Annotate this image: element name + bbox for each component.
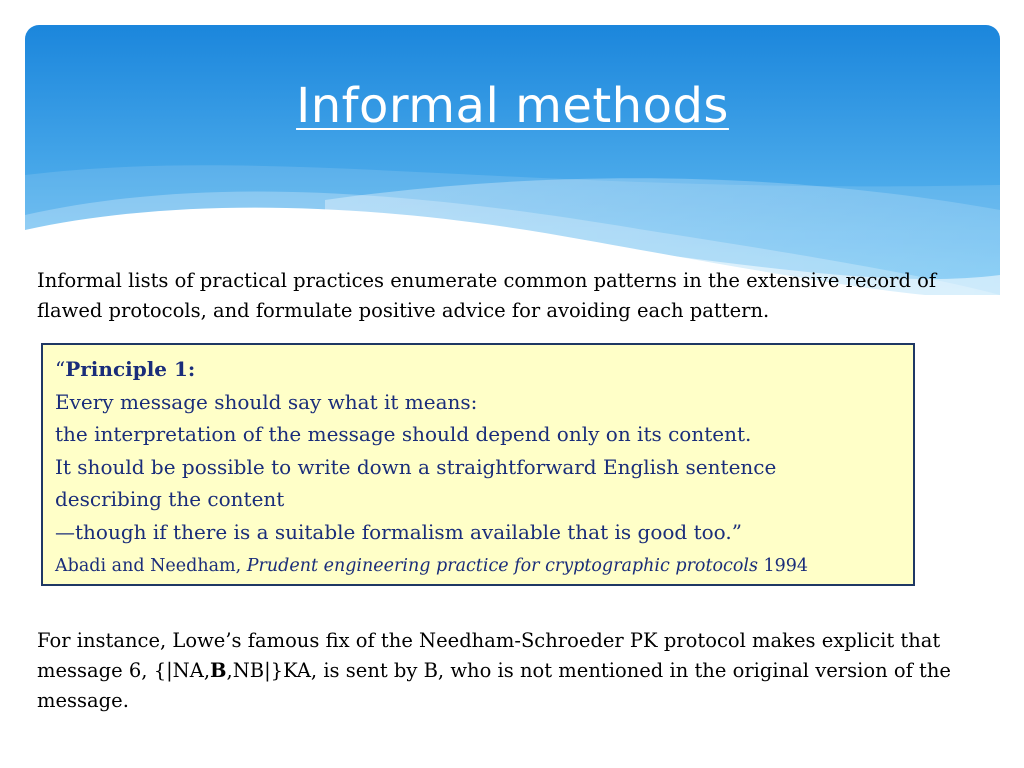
citation-year: 1994	[757, 556, 809, 576]
quote-open-mark: “	[55, 357, 66, 381]
quote-line-1: Every message should say what it means:	[55, 389, 478, 414]
quote-line-5: —though if there is a suitable formalism available that is good too.”	[55, 519, 742, 544]
citation	[55, 552, 901, 580]
slide-title: Informal methods	[296, 78, 729, 134]
quote-line-3: It should be possible to write down a straightforward English sentence	[55, 454, 777, 479]
intro-paragraph: Informal lists of practical practices enumerate common patterns in the extensive record of flawed protocols, and formulate positive advice for avoiding each pattern.	[37, 269, 937, 322]
outro-text-before: For instance, Lowe’s famous fix of the Needham-Schroeder PK protocol makes explicit that message 6, {|NA,	[37, 629, 941, 682]
quote-line-4: describing the content	[55, 487, 285, 511]
outro-text-after: ,NB|}KA, is sent by B, who is not mentioned in the original version of the message.	[37, 659, 951, 712]
quote-line-2: the interpretation of the message should depend only on its content.	[55, 422, 752, 446]
wave-background	[25, 25, 1000, 295]
quote-heading-line	[55, 353, 901, 386]
header-banner	[25, 25, 1000, 295]
principle-quote-box	[41, 343, 915, 586]
outro-paragraph	[37, 626, 997, 716]
quote-heading: Principle 1:	[65, 357, 196, 381]
outro-bold-b: B	[210, 659, 227, 682]
citation-authors: Abadi and Needham,	[55, 556, 247, 576]
citation-work: Prudent engineering practice for cryptographic protocols	[246, 556, 758, 576]
